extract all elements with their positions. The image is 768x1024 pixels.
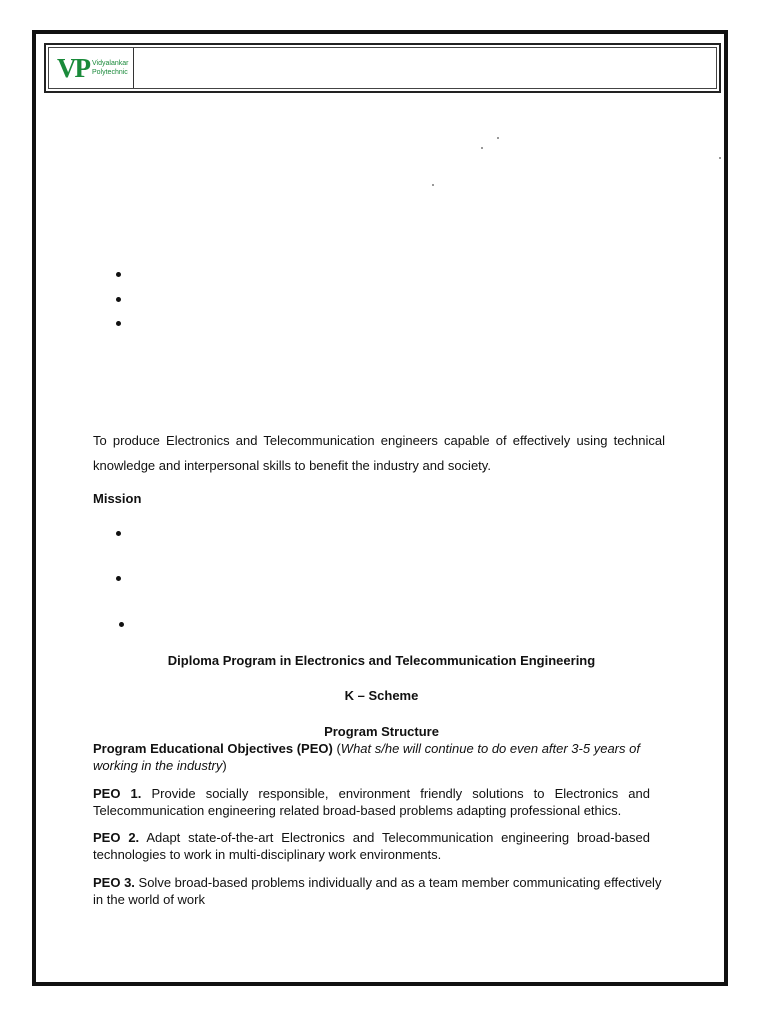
peo-2-label: PEO 2.	[93, 830, 140, 845]
bullet	[119, 622, 124, 627]
bullet	[116, 321, 121, 326]
peo-3-text: Solve broad-based problems individually and as a team member communicating effectively in the world of work	[93, 875, 662, 907]
peo-2	[93, 829, 650, 863]
mission-heading: Mission	[93, 491, 142, 506]
peo-heading-open: (	[332, 741, 341, 756]
bullet	[116, 576, 121, 581]
program-title: Diploma Program in Electronics and Telecommunication Engineering	[167, 653, 596, 668]
peo-3-label: PEO 3.	[93, 875, 135, 890]
peo-heading-close: )	[222, 758, 227, 773]
header-box	[44, 43, 721, 93]
peo-2-text: Adapt state-of-the-art Electronics and Telecommunication engineering broad-based technologies to work in multi-disciplinary work environments.	[93, 830, 650, 862]
speck	[497, 137, 499, 139]
vision-statement: To produce Electronics and Telecommunication engineers capable of effectively using technical knowledge and interpersonal skills to benefit the industry and society.	[93, 433, 665, 473]
header-inner	[48, 47, 717, 89]
peo-heading	[93, 740, 673, 774]
peo-3	[93, 874, 673, 908]
logo-mark: VP	[57, 52, 89, 83]
peo-1-label: PEO 1.	[93, 786, 142, 801]
peo-heading-bold: Program Educational Objectives (PEO)	[93, 741, 333, 756]
logo-line-2: Polytechnic	[92, 69, 128, 76]
peo-1-text: Provide socially responsible, environment friendly solutions to Electronics and Telecommunication engineering related broad-based problems adapting professional ethics.	[93, 786, 650, 818]
bullet	[116, 531, 121, 536]
structure-heading: Program Structure	[324, 724, 439, 739]
speck	[481, 147, 483, 149]
speck	[432, 184, 434, 186]
logo-text	[92, 59, 128, 77]
logo-line-1: Vidyalankar	[92, 60, 129, 67]
scheme-heading: K – Scheme	[344, 688, 419, 703]
peo-1	[93, 785, 650, 819]
logo	[49, 48, 134, 88]
peo-heading-italic: What s/he will continue to do even after 3-5 years of working in the industry	[93, 741, 640, 773]
bullet	[116, 297, 121, 302]
speck	[719, 157, 721, 159]
bullet	[116, 272, 121, 277]
